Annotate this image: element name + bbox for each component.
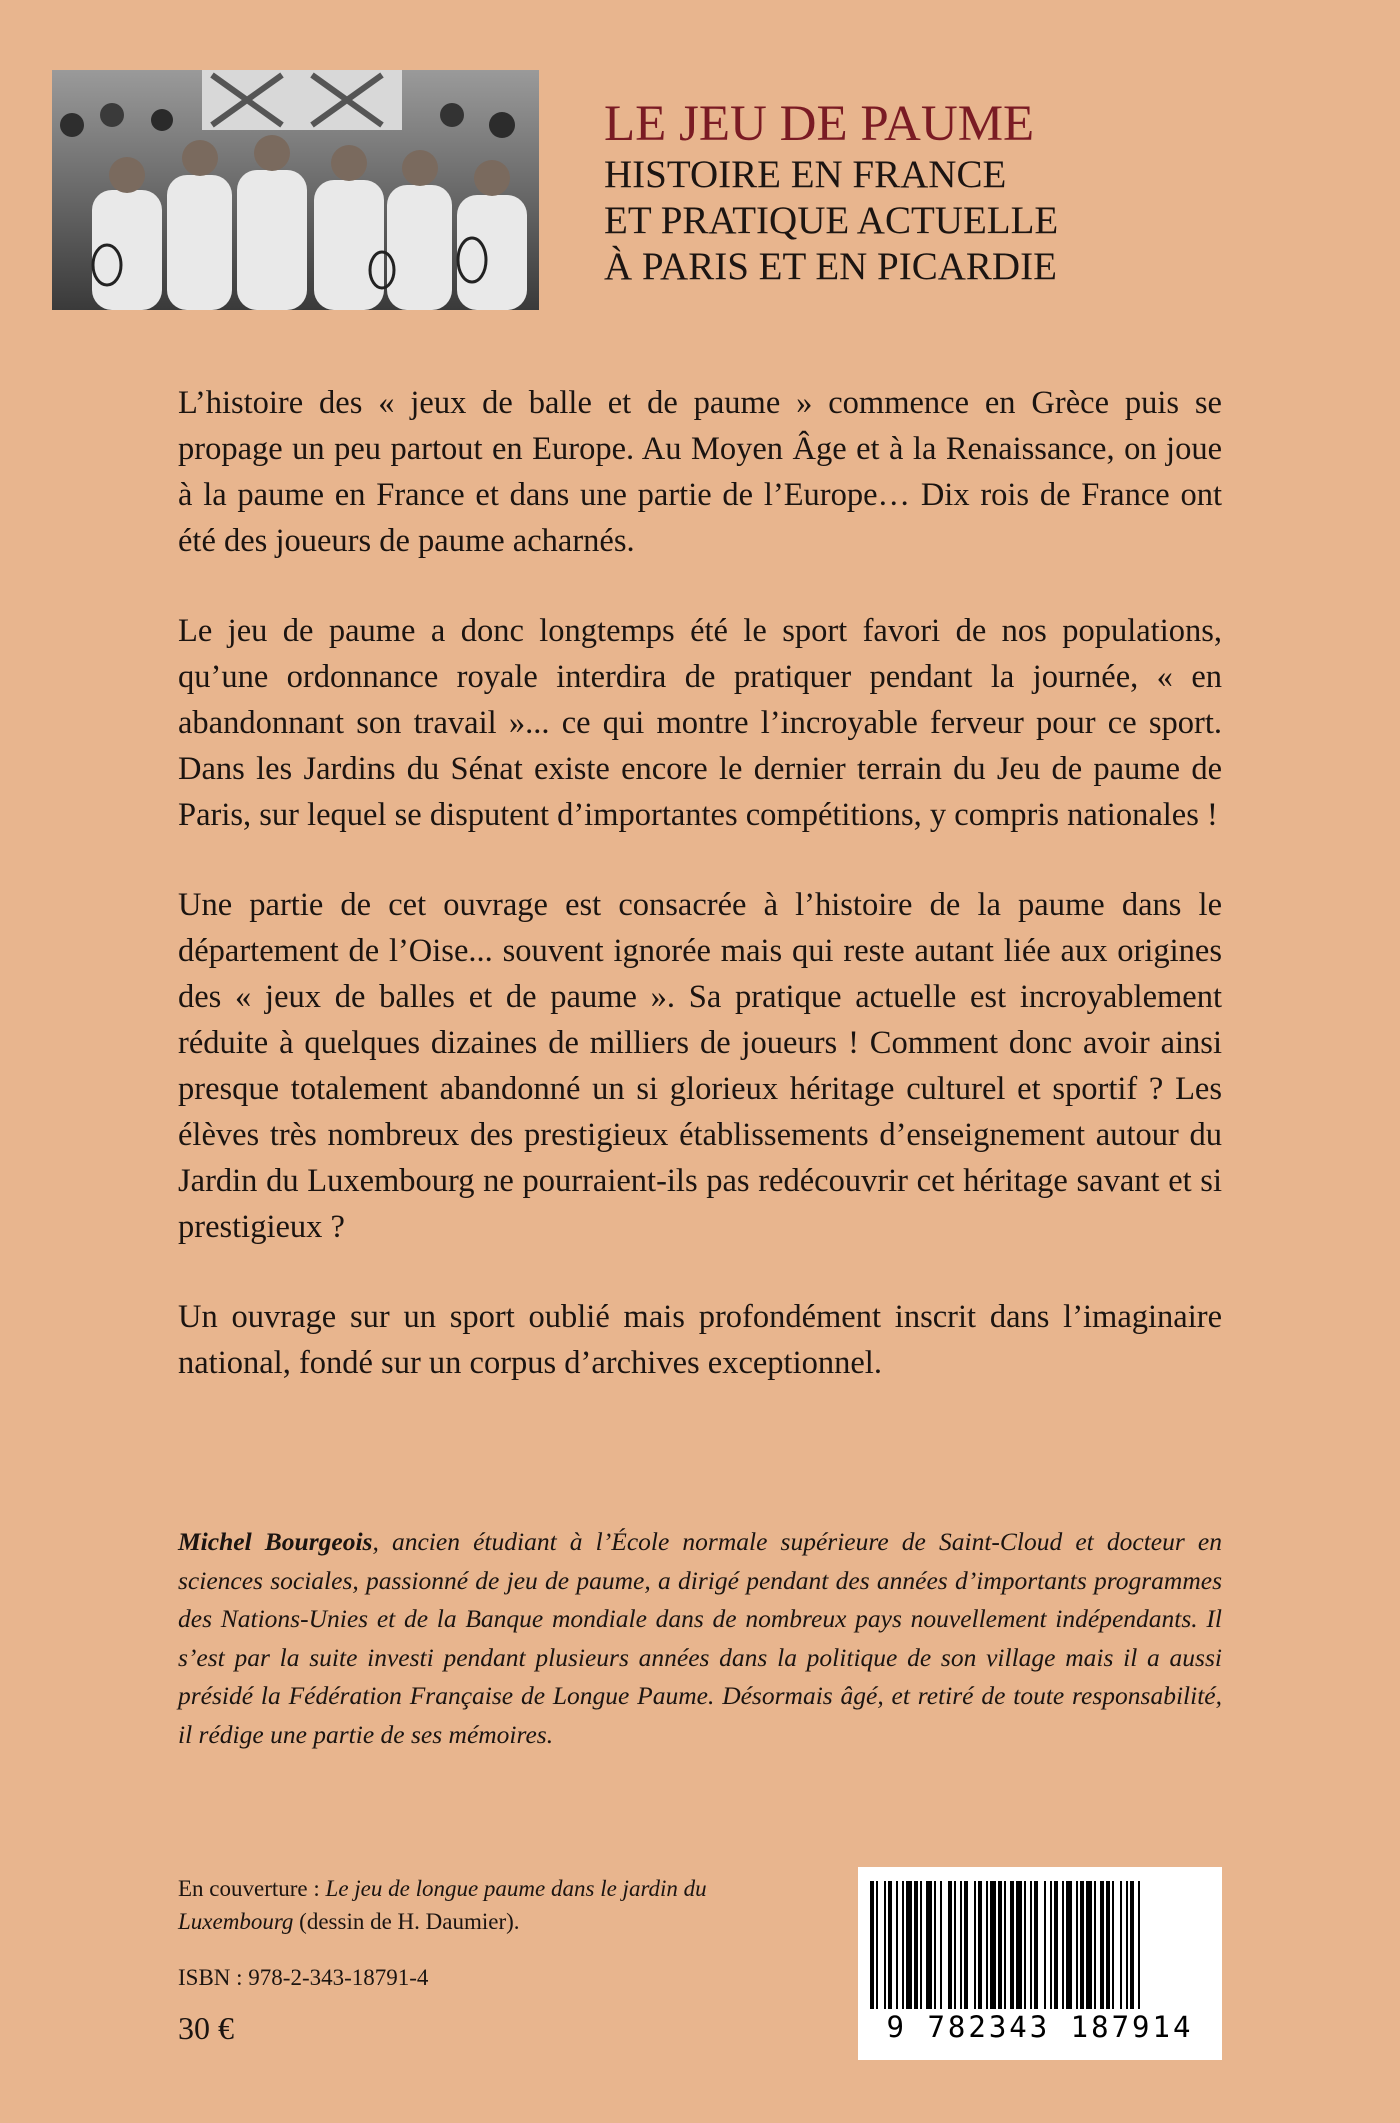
barcode-bar: [1112, 1881, 1114, 2009]
author-name: Michel Bourgeois: [178, 1527, 373, 1556]
barcode-bar: [1004, 1881, 1006, 2009]
barcode-bar: [906, 1881, 912, 2009]
barcode-bars-icon: [870, 1881, 1210, 2009]
barcode-bar: [978, 1881, 982, 2009]
barcode-bar: [884, 1881, 886, 2009]
barcode-bar: [1034, 1881, 1038, 2009]
barcode-digits: 9 782343 187914: [886, 2010, 1194, 2044]
barcode-bar: [940, 1881, 942, 2009]
barcode-bar: [1106, 1881, 1110, 2009]
isbn: ISBN : 978-2-343-18791-4: [178, 1965, 429, 1990]
barcode-bar: [986, 1881, 988, 2009]
barcode-bar: [954, 1881, 956, 2009]
barcode-bar: [1100, 1881, 1104, 2009]
barcode-bar: [926, 1881, 932, 2009]
blurb-paragraph-1: L’histoire des « jeux de balle et de paume » commence en Grèce puis se propage un peu partout en Europe. Au Moyen Âge et à la Renaissance, on joue à la paume en France et dans une partie de l’Europe… Dix rois de France ont été des joueurs de paume acharnés.: [178, 385, 1222, 559]
price: 30 €: [178, 2010, 234, 2046]
barcode-bar: [964, 1881, 968, 2009]
book-subtitle-line3: À PARIS ET EN PICARDIE: [604, 245, 1057, 288]
barcode-bar: [914, 1881, 918, 2009]
barcode: [858, 1867, 1222, 2060]
barcode-bar: [896, 1881, 898, 2009]
title-block: [604, 96, 1058, 290]
author-bio: [178, 1523, 1222, 1755]
vintage-team-photo-icon: [52, 70, 539, 310]
barcode-bar: [888, 1881, 892, 2009]
cover-credit-suffix: (dessin de H. Daumier).: [293, 1909, 520, 1934]
cover-credit-prefix: En couverture :: [178, 1876, 326, 1901]
blurb-paragraph-4: Un ouvrage sur un sport oublié mais profondément inscrit dans l’imaginaire national, fondé sur un corpus d’archives exceptionnel.: [178, 1299, 1222, 1381]
barcode-bar: [902, 1881, 904, 2009]
barcode-bar: [1138, 1881, 1140, 2009]
barcode-bar: [1062, 1881, 1064, 2009]
barcode-bar: [1044, 1881, 1046, 2009]
barcode-bar: [948, 1881, 952, 2009]
blurb: [178, 380, 1222, 1430]
barcode-bar: [1066, 1881, 1072, 2009]
barcode-bar: [998, 1881, 1002, 2009]
barcode-bar: [960, 1881, 962, 2009]
barcode-bar: [1130, 1881, 1134, 2009]
barcode-bar: [1054, 1881, 1058, 2009]
barcode-bar: [1030, 1881, 1032, 2009]
barcode-bar: [1024, 1881, 1026, 2009]
barcode-bar: [1126, 1881, 1128, 2009]
barcode-bar: [1050, 1881, 1052, 2009]
barcode-bar: [1076, 1881, 1078, 2009]
cover-credit: [178, 1872, 718, 1938]
barcode-bar: [1120, 1881, 1122, 2009]
blurb-paragraph-2: Le jeu de paume a donc longtemps été le sport favori de nos populations, qu’une ordonnance royale interdira de pratiquer pendant la journée, « en abandonnant son travail »... ce qui montre l’incroyable ferveur pour ce sport. Dans les Jardins du Sénat existe encore le dernier terrain du Jeu de paume de Paris, sur lequel se disputent d’importantes compétitions, y compris nationales !: [178, 613, 1222, 833]
barcode-bar: [974, 1881, 976, 2009]
blurb-paragraph-3: Une partie de cet ouvrage est consacrée à l’histoire de la paume dans le département de l’Oise... souvent ignorée mais qui reste autant liée aux origines des « jeux de balles et de paume ». Sa pratique actuelle est incroyablement réduite à quelques dizaines de milliers de joueurs ! Comment donc avoir ainsi presque totalement abandonné un si glorieux héritage culturel et sportif ? Les élèves très nombreux des prestigieux établissements d’enseignement autour du Jardin du Luxembourg ne pourraient-ils pas redécouvrir cet héritage savant et si prestigieux ?: [178, 887, 1222, 1245]
barcode-bar: [1010, 1881, 1014, 2009]
book-title: LE JEU DE PAUME: [604, 96, 1035, 152]
barcode-bar: [920, 1881, 922, 2009]
barcode-bar: [1080, 1881, 1084, 2009]
book-subtitle-line1: HISTOIRE EN FRANCE: [604, 153, 1007, 196]
barcode-bar: [870, 1881, 874, 2009]
barcode-bar: [876, 1881, 878, 2009]
barcode-bar: [1086, 1881, 1092, 2009]
cover-photo: [52, 70, 539, 310]
barcode-bar: [990, 1881, 996, 2009]
cover-artwork-title: Le jeu de longue paume dans le jardin du Luxembourg: [178, 1876, 707, 1934]
barcode-bar: [934, 1881, 936, 2009]
author-bio-text: , ancien étudiant à l’École normale supérieure de Saint-Cloud et docteur en sciences sociales, passionné de jeu de paume, a dirigé pendant des années d’importants programmes des Nations-Unies et de la Banque mondiale dans de nombreux pays nouvellement indépendants. Il s’est par la suite investi pendant plusieurs années dans la politique de son village mais il a aussi présidé la Fédération Française de Longue Paume. Désormais âgé, et retiré de toute responsabilité, il rédige une partie de ses mémoires.: [178, 1527, 1222, 1749]
book-subtitle-line2: ET PRATIQUE ACTUELLE: [604, 199, 1059, 242]
barcode-bar: [1094, 1881, 1096, 2009]
barcode-bar: [1016, 1881, 1022, 2009]
